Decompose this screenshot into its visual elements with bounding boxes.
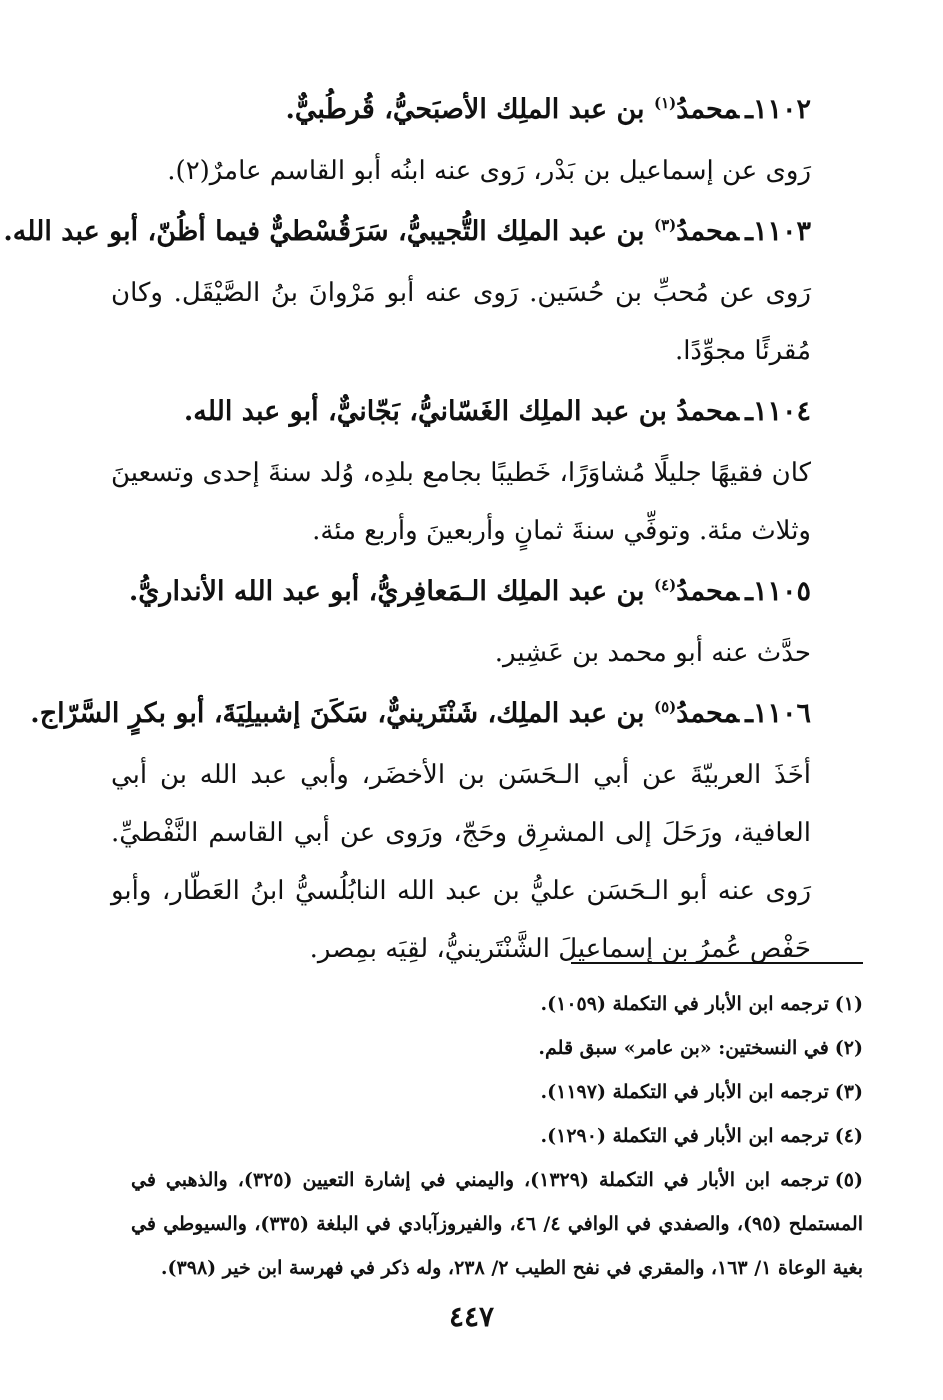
footnote-ref: (١) — [653, 94, 677, 112]
footnote-ref: (٣) — [653, 216, 677, 234]
entry-number: ١١٠٥ـ — [745, 576, 811, 607]
entry-heading — [3, 214, 811, 250]
entry-heading — [111, 92, 811, 128]
entry-body: أخَذَ العربيّةَ عن أبي الـحَسَن بن الأخضَر، وأبي عبد الله بن أبي العافية، ورَحَلَ إلى المشرِق وحَجّ، ورَوى عن أبي القاسم النَّفْطيِّ. رَوى عنه أبو الـحَسَن عليُّ بن عبد الله النابُلُسيُّ ابنُ العَطّار، وأبو حَفْص عُمرُ بن إسماعيلَ الشَّنْتَرينيُّ، لقِيَه بمِصر. — [111, 760, 811, 964]
footnote-4 — [131, 1114, 863, 1158]
main-text — [3, 92, 812, 992]
entry-number: ١١٠٦ـ — [745, 698, 811, 729]
entry-number: ١١٠٣ـ — [745, 216, 811, 247]
footnote-1 — [131, 982, 863, 1026]
footnote-number: (٣) — [834, 1081, 863, 1103]
entry-1104 — [111, 394, 811, 560]
page-number: ٤٤٧ — [448, 1300, 495, 1333]
entry-title-rest: بن عبد الملِك الـمَعافِريُّ، أبو عبد الله الأنداريُّ. — [128, 576, 654, 607]
entry-name: محمدُ — [676, 396, 740, 427]
footnote-number: (٤) — [834, 1125, 863, 1147]
entry-body: رَوى عن إسماعيل بن بَدْر، رَوى عنه ابنُه أبو القاسم عامرٌ(٢). — [167, 156, 811, 186]
footnote-number: (٢) — [834, 1037, 863, 1059]
entry-heading — [111, 574, 811, 610]
footnote-ref: (٤) — [653, 576, 677, 594]
entry-body: كان فقيهًا جليلًا مُشاوَرًا، خَطيبًا بجامع بلدِه، وُلد سنةَ إحدى وتسعينَ وثلاث مئة. وتوفِّي سنةَ ثمانٍ وأربعينَ وأربع مئة. — [111, 458, 812, 546]
footnote-text: ترجمه ابن الأبار في التكملة (١٢٩٠). — [540, 1125, 829, 1147]
footnote-text: ترجمه ابن الأبار في التكملة (١٠٥٩). — [540, 993, 829, 1015]
entry-number: ١١٠٢ـ — [745, 94, 811, 125]
entry-title-rest: بن عبد الملِك الأصبَحيُّ، قُرطُبيٌّ. — [285, 94, 654, 125]
entry-title-rest: بن عبد الملِك، شَنْتَرينيٌّ، سَكَنَ إشبيلِيَةَ، أبو بكرٍ السَّرّاج. — [30, 698, 654, 729]
entry-1106 — [30, 696, 811, 978]
footnotes — [131, 982, 863, 1290]
entry-1102 — [111, 92, 811, 200]
entry-name: محمدُ — [676, 576, 740, 607]
entry-name: محمدُ — [676, 216, 740, 247]
footnote-text: ترجمه ابن الأبار في التكملة (١٣٢٩)، واليمني في إشارة التعيين (٣٢٥)، والذهبي في المستملح (٩٥)، والصفدي في الوافي ٤/ ٤٦، والفيروزآبادي في البلغة (٣٣٥)، والسيوطي في بغية الوعاة ١/ ١٦٣، والمقري في نفح الطيب ٢/ ٢٣٨، وله ذكر في فهرسة ابن خير (٣٩٨). — [131, 1169, 863, 1279]
footnote-2 — [131, 1026, 863, 1070]
footnote-ref: (٥) — [653, 698, 677, 716]
entry-name: محمدُ — [676, 698, 740, 729]
entry-body: رَوى عن مُحبِّ بن حُسَين. رَوى عنه أبو مَرْوانَ بنُ الصَّيْقَل. وكان مُقرئًا مجوِّدًا. — [111, 278, 811, 366]
footnote-number: (١) — [834, 993, 863, 1015]
footnote-number: (٥) — [834, 1169, 863, 1191]
entry-title-rest: بن عبد الملِك التُّجيبيُّ، سَرَقُسْطيٌّ فيما أظُنّ، أبو عبد الله. — [3, 216, 654, 247]
entry-number: ١١٠٤ـ — [745, 396, 811, 427]
entry-1105 — [111, 574, 811, 682]
footnote-text: ترجمه ابن الأبار في التكملة (١١٩٧). — [540, 1081, 829, 1103]
footnote-separator — [571, 962, 863, 964]
entry-heading — [30, 696, 811, 732]
entry-body: حدَّث عنه أبو محمد بن عَشِير. — [494, 638, 811, 668]
entry-heading — [111, 394, 811, 430]
entry-title-rest: بن عبد الملِك الغَسّانيُّ، بَجّانيٌّ، أبو عبد الله. — [183, 396, 677, 427]
footnote-text: في النسختين: «بن عامر» سبق قلم. — [538, 1037, 829, 1059]
footnote-3 — [131, 1070, 863, 1114]
entry-name: محمدُ — [676, 94, 740, 125]
footnote-5 — [131, 1158, 863, 1290]
entry-1103 — [3, 214, 811, 380]
